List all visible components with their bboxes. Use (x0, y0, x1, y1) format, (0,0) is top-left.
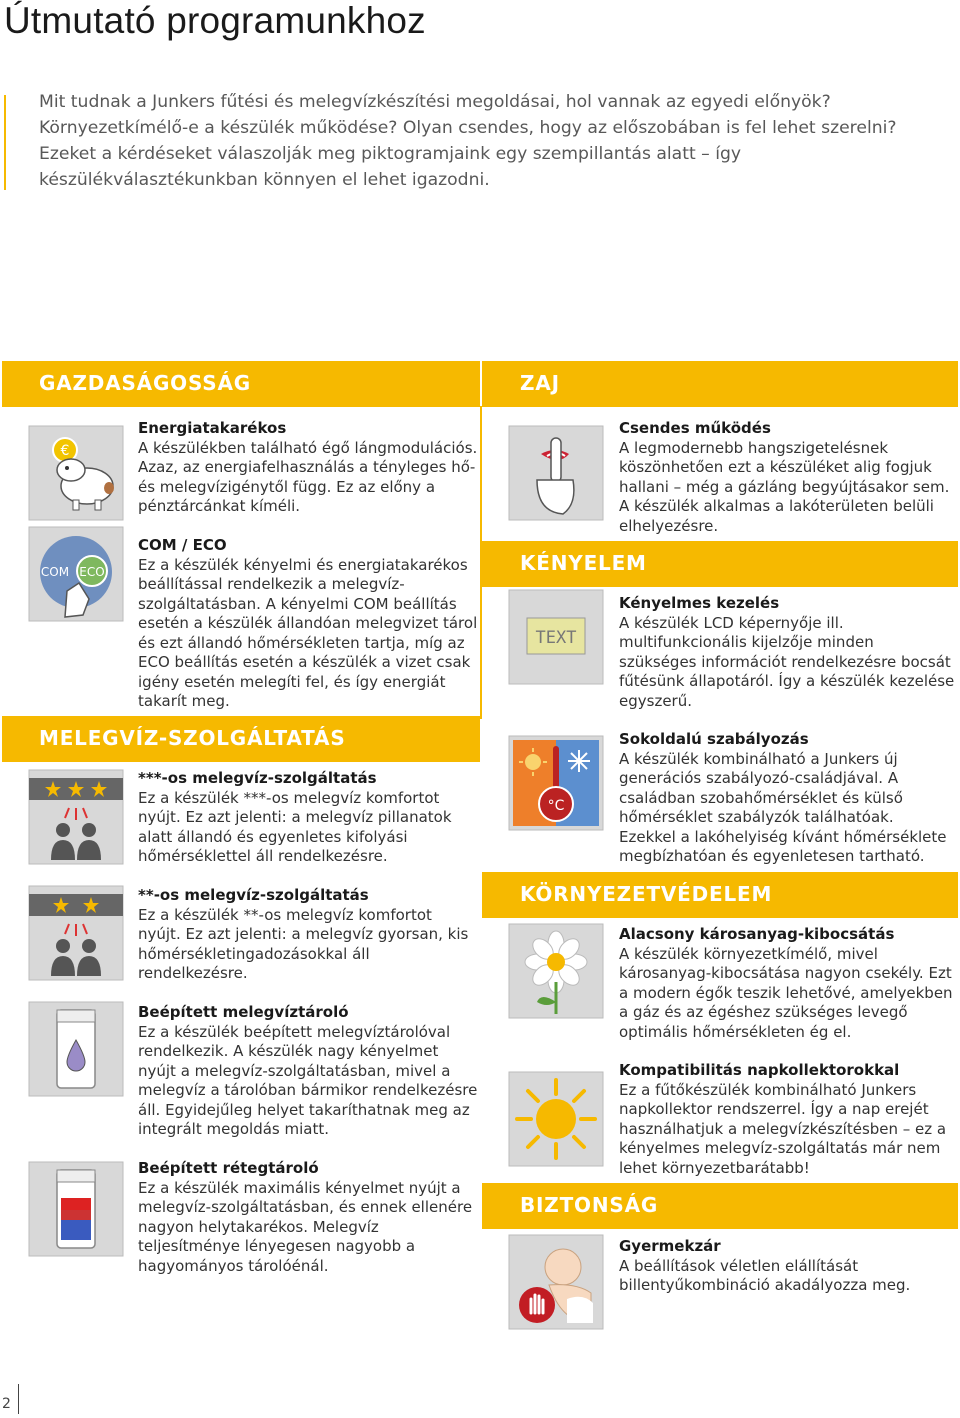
item-three-star (138, 769, 478, 867)
lcd-text-label: TEXT (535, 628, 577, 648)
item-gyermekzar (619, 1237, 955, 1296)
item-heading: Gyermekzár (619, 1237, 721, 1255)
item-body: Ez a fűtőkészülék kombinálható Junkers napkollektor rendszerrel. Így a nap erejét használhatjuk a melegvízkészítésben – ez a kényelmes melegvíz-szolgáltatás már nem lehet környezetbarátabb! (619, 1080, 947, 1177)
piggy-bank-icon (27, 424, 125, 522)
item-body: A legmodernebb hangszigetelésnek köszönhetően ezt a készüléket alig fogjuk hallani – még a gázláng begyújtásakor sem. A készülék alkalmas a lakóterületen belüli elhelyezésre. (619, 438, 950, 535)
item-com-eco (138, 536, 478, 712)
section-title: KÖRNYEZETVÉDELEM (520, 882, 773, 906)
item-retegtarolo (138, 1159, 478, 1276)
intro-block (4, 89, 954, 193)
section-title: MELEGVÍZ-SZOLGÁLTATÁS (39, 726, 346, 750)
section-title: GAZDASÁGOSSÁG (39, 371, 251, 395)
item-heading: ***-os melegvíz-szolgáltatás (138, 769, 377, 787)
item-body: Ez a készülék ***-os melegvíz komfortot nyújt. Ez azt jelenti: a melegvíz pillanatok alatt állandó és egyenletes kifolyási hőmérséklettel áll rendelkezésre. (138, 788, 452, 865)
com-label: COM (40, 565, 70, 579)
item-kenyelmes (619, 594, 955, 711)
two-star-shower-icon (27, 884, 125, 982)
item-body: A készülék környezetkímélő, mivel károsanyag-kibocsátása nagyon csekély. Ezt a modern égők teszik lehetővé, amelyekben a gáz és az égéshez szükséges levegő optimális hőmérsékleten ég el. (619, 944, 953, 1041)
item-heading: Beépített melegvíztároló (138, 1003, 349, 1021)
thermometer-sun-snow-icon (507, 734, 605, 832)
item-napkollektor (619, 1061, 955, 1178)
eco-label: ECO (79, 565, 105, 579)
child-lock-icon (507, 1233, 605, 1331)
item-heading: **-os melegvíz-szolgáltatás (138, 886, 369, 904)
water-tank-icon (27, 1000, 125, 1098)
lcd-display-icon (507, 588, 605, 686)
item-body: Ez a készülék kényelmi és energiatakarékos beállítással rendelkezik a melegvíz-szolgáltatásban. A kényelmi COM beállítás esetén a készülék állandóan melegvizet tárol és ezt állandó hőmérsékleten tartja, míg az ECO beállítás esetén a készülék a vizet csak igény esetén melegíti fel, és így energiát takarít meg. (138, 555, 478, 710)
page-title: Útmutató programunkhoz (4, 0, 426, 41)
item-heading: Alacsony károsanyag-kibocsátás (619, 925, 895, 943)
flower-icon (507, 922, 605, 1020)
item-body: Ez a készülék **-os melegvíz komfortot nyújt. Ez azt jelenti: a melegvíz gyorsan, kis hőmérsékletingadozásokkal áll rendelkezésre. (138, 905, 469, 982)
svg-text:€: € (60, 443, 70, 459)
item-body: Ez a készülék maximális kényelmet nyújt a melegvíz-szolgáltatásban, és ennek ellenére nagyon helytakarékos. Melegvíz teljesítménye lényegesen nagyobb a hagyományos tárolóénál. (138, 1178, 473, 1275)
section-header-zaj (482, 361, 958, 407)
page-number-divider (18, 1384, 19, 1414)
item-heading: Energiatakarékos (138, 419, 287, 437)
section-header-kornyezet (482, 872, 958, 918)
item-heading: COM / ECO (138, 536, 227, 554)
item-two-star (138, 886, 478, 984)
section-title: ZAJ (520, 371, 560, 395)
section-header-kenyelem (482, 541, 958, 587)
item-sokoldalu (619, 730, 955, 867)
item-melegviztarolo (138, 1003, 478, 1140)
item-csendes (619, 419, 955, 536)
section-header-biztonsag (482, 1183, 958, 1229)
intro-accent-bar (4, 95, 6, 190)
item-body: Ez a készülék beépített melegvíztárolóval rendelkezik. A készülék nagy kényelmet nyújt a melegvíz-szolgáltatásban, mivel a melegvíz a tárolóban bármikor rendelkezésre áll. Egyidejűleg helyet takaríthatnak meg az integrált megoldás miatt. (138, 1022, 478, 1138)
item-body: A készülékben található égő lángmodulációs. Azaz, az energiafelhasználás a tényleges hő- és melegvízigénytől függ. Ez az előny a pénztárcánkat kíméli. (138, 438, 478, 515)
item-heading: Sokoldalú szabályozás (619, 730, 809, 748)
section-header-gazdasagossag (2, 361, 480, 407)
intro-text: Mit tudnak a Junkers fűtési és melegvízkészítési megoldásai, hol vannak az egyedi előnyök? Környezetkímélő-e a készülék működése? Olyan csendes, hogy az előszobában is fel lehet szerelni? Ezeket a kérdéseket válaszolják meg piktogramjaink egy szempillantás alatt – így készülékválasztékunkban könnyen el lehet igazodni. (39, 92, 897, 190)
section-header-melegviz (2, 716, 480, 762)
sun-icon (507, 1070, 605, 1168)
item-heading: Kompatibilitás napkollektorokkal (619, 1061, 900, 1079)
item-heading: Beépített rétegtároló (138, 1159, 319, 1177)
item-body: A készülék kombinálható a Junkers új generációs szabályozó-családjával. A családban szobahőmérséklet és külső hőmérséklet szabályzók találhatóak. Ezekkel a lakóhelyiség kívánt hőmérséklete megbízhatóan és egyenletesen tartható. (619, 749, 947, 865)
item-body: A beállítások véletlen elállítását billentyűkombináció akadályozza meg. (619, 1256, 911, 1294)
layered-tank-icon (27, 1160, 125, 1258)
item-body: A készülék LCD képernyője ill. multifunkcionális kijelzője minden szükséges információt rendelkezésre bocsát fűtésünk állapotáról. Így a készülék kezelése egyszerű. (619, 613, 955, 710)
com-eco-icon (27, 525, 125, 623)
three-star-shower-icon (27, 768, 125, 866)
item-alacsony (619, 925, 955, 1042)
page-number: 2 (2, 1396, 11, 1412)
item-heading: Kényelmes kezelés (619, 594, 780, 612)
item-energiatakarekos (138, 419, 478, 517)
section-title: BIZTONSÁG (520, 1193, 659, 1217)
item-heading: Csendes működés (619, 419, 771, 437)
celsius-label: °C (547, 798, 565, 814)
silence-finger-icon (507, 424, 605, 522)
section-title: KÉNYELEM (520, 551, 647, 575)
